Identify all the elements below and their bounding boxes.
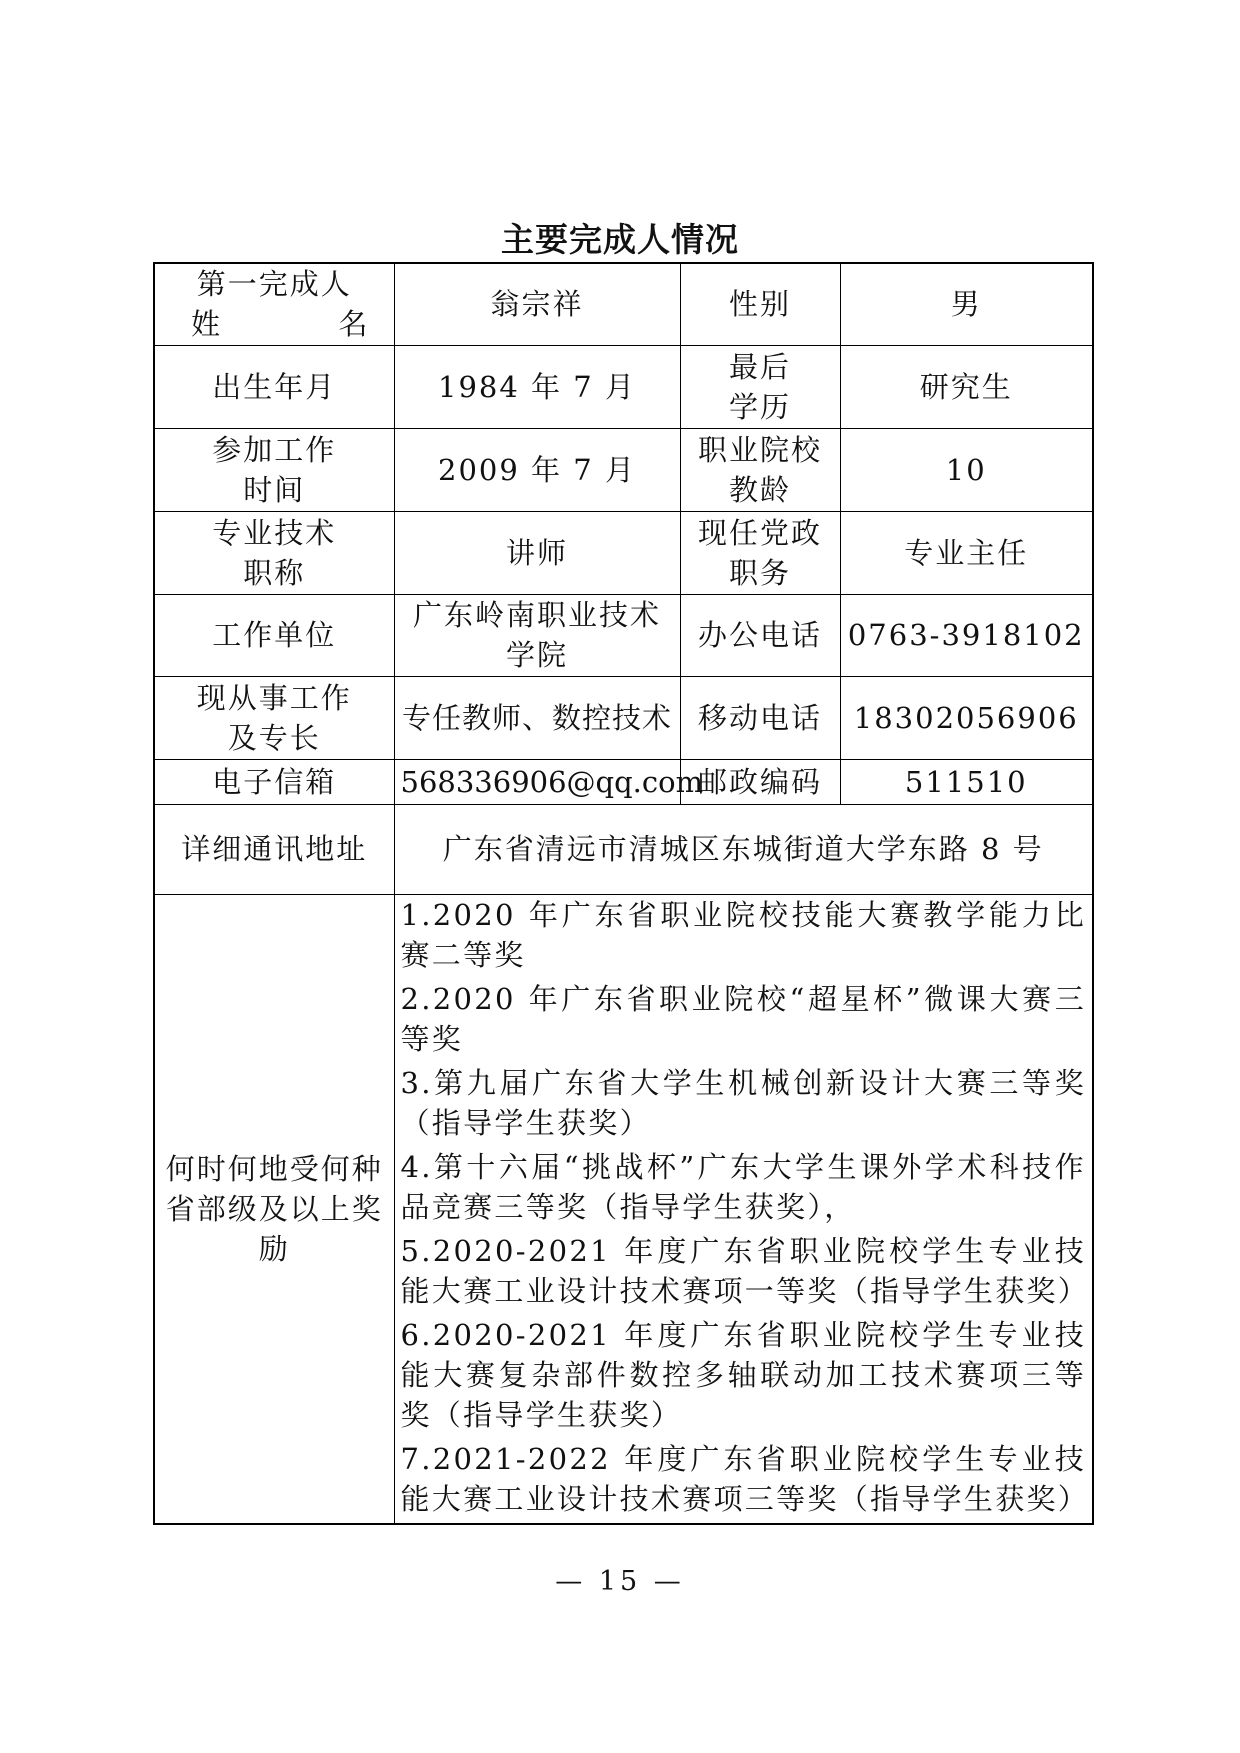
award-item: 7.2021-2022 年度广东省职业院校学生专业技能大赛工业设计技术赛项三等奖（指导学生获奖） bbox=[400, 1441, 1090, 1516]
education-value: 研究生 bbox=[840, 345, 1093, 428]
professional-title-label-cell bbox=[154, 511, 394, 594]
table-row bbox=[154, 511, 1093, 594]
work-start-value: 2009 年 7 月 bbox=[394, 428, 680, 511]
address-value: 广东省清远市清城区东城街道大学东路 8 号 bbox=[394, 804, 1093, 894]
awards-label-line2: 省部级及以上奖励 bbox=[165, 1191, 383, 1266]
mobile-phone-value: 18302056906 bbox=[840, 676, 1093, 759]
organization-value-cell bbox=[394, 594, 680, 676]
work-start-label-line1: 参加工作 bbox=[212, 432, 337, 467]
education-label-cell bbox=[680, 345, 840, 428]
name-label-cell bbox=[154, 263, 394, 345]
current-job-label-line1: 现从事工作 bbox=[196, 680, 352, 715]
professional-title-label-line1: 专业技术 bbox=[212, 515, 337, 550]
current-post-value: 专业主任 bbox=[840, 511, 1093, 594]
award-item: 5.2020-2021 年度广东省职业院校学生专业技能大赛工业设计技术赛项一等奖（指导学生获奖） bbox=[400, 1233, 1090, 1308]
work-start-label-line2: 时间 bbox=[243, 472, 306, 507]
email-label: 电子信箱 bbox=[154, 759, 394, 804]
table-row bbox=[154, 759, 1093, 804]
current-post-label-cell bbox=[680, 511, 840, 594]
organization-value-line1: 广东岭南职业技术 bbox=[412, 598, 661, 632]
table-row bbox=[154, 804, 1093, 894]
birth-value: 1984 年 7 月 bbox=[394, 345, 680, 428]
award-item: 1.2020 年广东省职业院校技能大赛教学能力比赛二等奖 bbox=[400, 897, 1086, 972]
email-value: 568336906@qq.com bbox=[394, 759, 680, 804]
awards-label-cell bbox=[154, 894, 394, 1524]
award-item: 6.2020-2021 年度广东省职业院校学生专业技能大赛复杂部件数控多轴联动加工技术赛项三等奖（指导学生获奖） bbox=[400, 1317, 1086, 1432]
name-label-char-2: 名 bbox=[338, 307, 370, 342]
education-label-line1: 最后 bbox=[728, 349, 791, 384]
office-phone-label: 办公电话 bbox=[680, 594, 840, 676]
current-job-label-line2: 及专长 bbox=[227, 720, 321, 755]
teaching-years-value: 10 bbox=[840, 428, 1093, 511]
awards-list bbox=[394, 894, 1093, 1524]
teaching-years-label-line1: 职业院校 bbox=[697, 432, 822, 467]
mobile-phone-label: 移动电话 bbox=[680, 676, 840, 759]
education-label-line2: 学历 bbox=[728, 389, 791, 424]
name-label-char-1: 姓 bbox=[191, 307, 223, 342]
birth-label: 出生年月 bbox=[154, 345, 394, 428]
organization-label: 工作单位 bbox=[154, 594, 394, 676]
professional-title-value: 讲师 bbox=[394, 511, 680, 594]
table-row bbox=[154, 894, 1093, 1524]
page-title: 主要完成人情况 bbox=[501, 220, 739, 259]
table-row bbox=[154, 345, 1093, 428]
postcode-label: 邮政编码 bbox=[680, 759, 840, 804]
award-item: 3.第九届广东省大学生机械创新设计大赛三等奖（指导学生获奖） bbox=[400, 1065, 1086, 1140]
table-row bbox=[154, 263, 1093, 345]
page-number: — 15 — bbox=[555, 1566, 685, 1597]
current-job-label-cell bbox=[154, 676, 394, 759]
name-label-line2 bbox=[161, 304, 388, 344]
postcode-value: 511510 bbox=[840, 759, 1093, 804]
gender-label: 性别 bbox=[680, 263, 840, 345]
professional-title-label-line2: 职称 bbox=[243, 555, 306, 590]
table-row bbox=[154, 594, 1093, 676]
table-row bbox=[154, 428, 1093, 511]
award-item: 4.第十六届“挑战杯”广东大学生课外学术科技作品竞赛三等奖（指导学生获奖）， bbox=[400, 1149, 1086, 1224]
address-label: 详细通讯地址 bbox=[154, 804, 394, 894]
table-row bbox=[154, 676, 1093, 759]
office-phone-value: 0763-3918102 bbox=[840, 594, 1093, 676]
work-start-label-cell bbox=[154, 428, 394, 511]
current-post-label-line2: 职务 bbox=[728, 555, 791, 590]
awards-label-line1: 何时何地受何种 bbox=[165, 1151, 383, 1186]
organization-value-line2: 学院 bbox=[505, 638, 568, 672]
current-job-value: 专任教师、数控技术 bbox=[394, 676, 680, 759]
name-value: 翁宗祥 bbox=[394, 263, 680, 345]
award-item: 2.2020 年广东省职业院校“超星杯”微课大赛三等奖 bbox=[400, 981, 1086, 1056]
teaching-years-label-cell bbox=[680, 428, 840, 511]
current-post-label-line1: 现任党政 bbox=[697, 515, 822, 550]
personnel-info-table bbox=[153, 262, 1094, 1525]
gender-value: 男 bbox=[840, 263, 1093, 345]
teaching-years-label-line2: 教龄 bbox=[728, 472, 791, 507]
name-label-line1: 第一完成人 bbox=[196, 267, 352, 302]
